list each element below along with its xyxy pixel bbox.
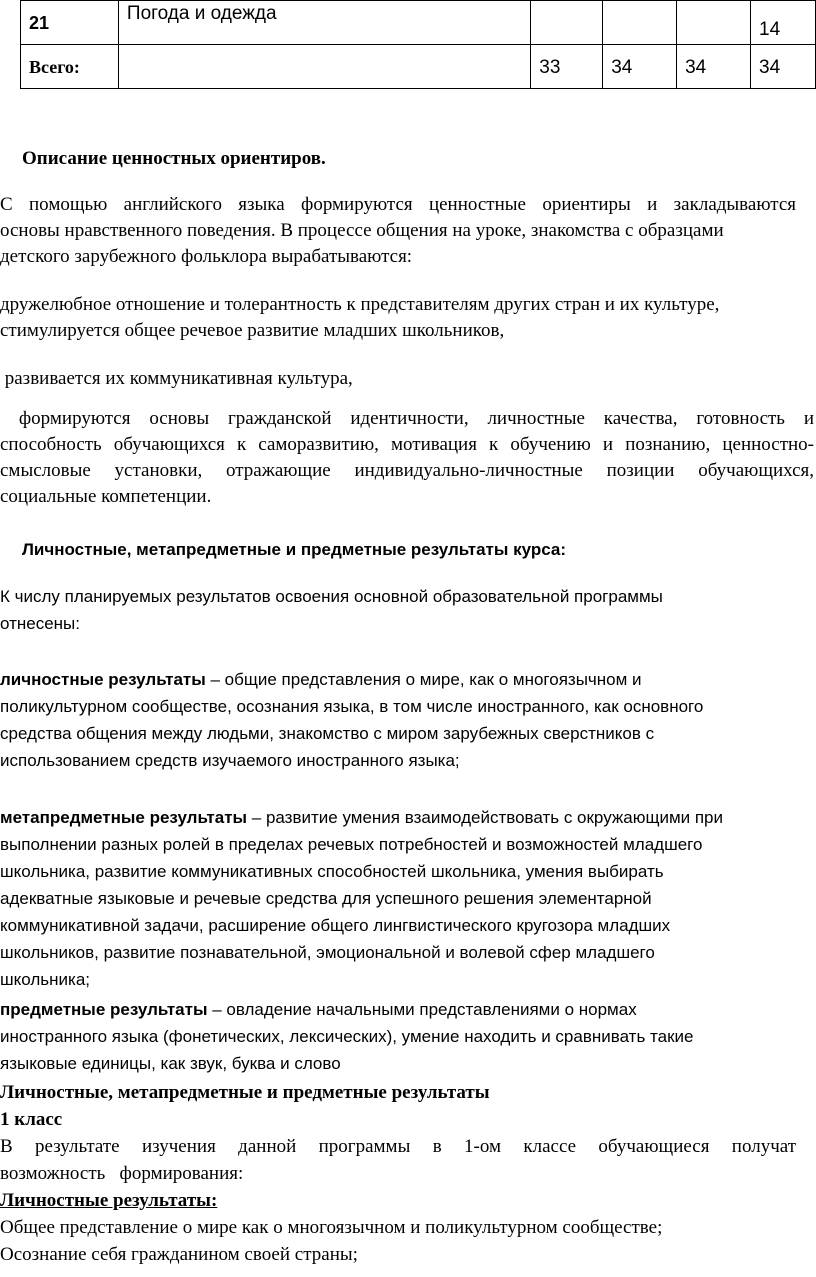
section-heading: Описание ценностных ориентиров.: [22, 148, 326, 169]
table-row: [21, 1, 816, 45]
table-cell: [118, 1, 530, 45]
lesson-number: 21: [29, 13, 50, 33]
section-heading: Личностные, метапредметные и предметные результаты курса:: [22, 540, 566, 559]
table-cell: [677, 45, 751, 89]
table-cell: [21, 1, 119, 45]
list-item: Осознание себя гражданином своей страны;: [0, 1244, 358, 1265]
table-cell: [21, 45, 119, 89]
personal-results: личностные результаты – общие представления о мире, как о многоязычном и поликультурном сообществе, осознания языка, в том числе иностранного, как основного средства общения между людьми, знакомство с миром зарубежных сверстников с использованием средств изучаемого иностранного языка;: [0, 670, 704, 770]
hours-value: 14: [759, 19, 781, 40]
total-value: 34: [685, 57, 707, 78]
total-label: Всего:: [29, 57, 80, 77]
subject-results: предметные результаты – овладение начальными представлениями о нормах иностранного языка (фонетических, лексических), умение находить и сравнивать такие языковые единицы, как звук, буква и слово: [0, 1000, 694, 1073]
paragraph: дружелюбное отношение и толерантность к представителям других стран и их культуре, стимулируется общее речевое развитие младших школьников,: [0, 294, 720, 341]
class-label: 1 класс: [0, 1109, 63, 1130]
table-cell: [118, 45, 530, 89]
table-cell: [677, 1, 751, 45]
section-heading: Личностные, метапредметные и предметные результаты: [0, 1082, 490, 1103]
paragraph: С помощью английского языка формируются ценностные ориентиры и закладываются основы нравственного поведения. В процессе общения на уроке, знакомства с образцами детского зарубежного фольклора вырабатываются:: [0, 194, 796, 267]
term: личностные результаты: [0, 670, 206, 689]
list-item: Общее представление о мире как о многоязычном и поликультурном сообществе;: [0, 1217, 663, 1238]
grade-section: Личностные, метапредметные и предметные результаты 1 класс В результате изучения данной программы в 1-ом классе обучающиеся получат возможность формирования: Личностные результаты: Общее представление о мире как о многоязычном и поликультурном сообществе; Осознание себя гражданином своей страны;: [0, 1079, 816, 1268]
table-cell: [603, 45, 677, 89]
table-cell: [751, 1, 816, 45]
personal-heading: Личностные результаты:: [0, 1190, 218, 1211]
table-cell: [751, 45, 816, 89]
topic-title: Погода и одежда: [126, 3, 277, 24]
paragraph: К числу планируемых результатов освоения основной образовательной программы отнесены:: [0, 587, 663, 633]
paragraph: развивается их коммуникативная культура,: [0, 368, 353, 389]
paragraph: формируются основы гражданской идентичности, личностные качества, готовность и способность обучающихся к саморазвитию, мотивация к обучению и познанию, ценностно- смысловые установки, отражающие индивидуально-личностные позиции обучающихся, социальные компетенции.: [0, 408, 814, 507]
term: метапредметные результаты: [0, 808, 248, 827]
table-cell: [531, 1, 603, 45]
table-cell: [603, 1, 677, 45]
total-value: 33: [539, 57, 561, 78]
table-cell: [531, 45, 603, 89]
meta-results: метапредметные результаты – развитие умения взаимодействовать с окружающими при выполнении разных ролей в пределах речевых потребностей и возможностей младшего школьника, развитие коммуникативных способностей школьника, умения выбирать адекватные языковые и речевые средства для успешного решения элементарной коммуникативной задачи, расширение общего лингвистического кругозора младших школьников, развитие познавательной, эмоциональной и волевой сфер младшего школьника;: [0, 808, 724, 989]
term: предметные результаты: [0, 1000, 208, 1019]
table-row: [21, 45, 816, 89]
hours-table: [20, 0, 816, 89]
total-value: 34: [611, 57, 633, 78]
total-value: 34: [759, 57, 781, 78]
